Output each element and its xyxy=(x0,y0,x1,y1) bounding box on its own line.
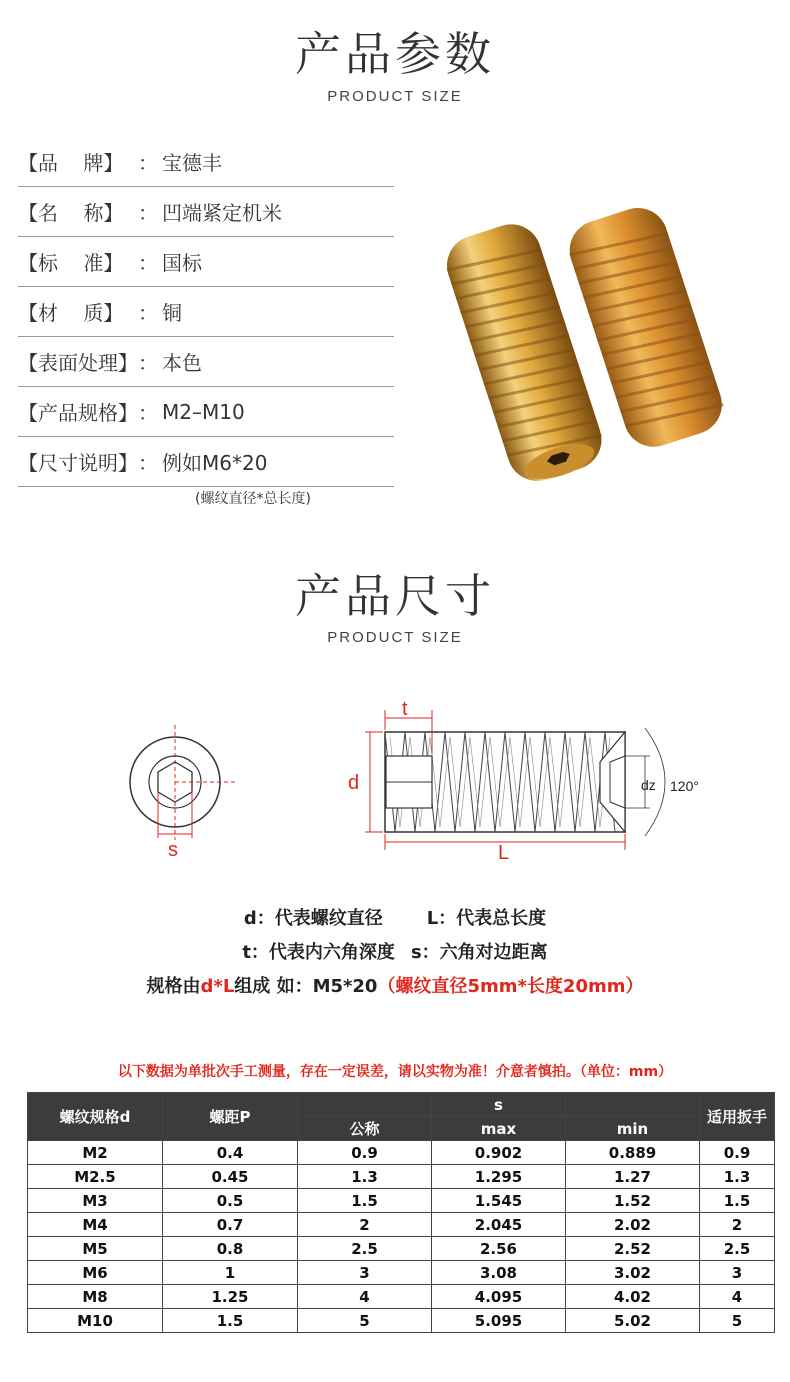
table-row xyxy=(28,1261,775,1285)
table-cell: 5.095 xyxy=(432,1309,566,1333)
param-key: 【标 准】 xyxy=(18,251,124,275)
table-cell: 2 xyxy=(700,1213,775,1237)
end-view xyxy=(130,725,235,861)
table-cell: 3 xyxy=(700,1261,775,1285)
param-separator: ： xyxy=(138,301,158,325)
table-cell: 4.095 xyxy=(432,1285,566,1309)
legend-L: L：代表总长度 xyxy=(426,908,547,929)
legend-spec-formula: d*L xyxy=(200,976,235,997)
table-cell: 1.545 xyxy=(432,1189,566,1213)
legend-d: d：代表螺纹直径 xyxy=(243,908,383,929)
param-separator: ： xyxy=(138,351,158,375)
th-nominal: 公称 xyxy=(298,1117,432,1141)
label-t: t xyxy=(402,698,408,720)
table-row xyxy=(28,1141,775,1165)
legend-t: t：代表内六角深度 xyxy=(242,942,395,963)
param-row xyxy=(18,137,394,187)
section-subtitle-size: PRODUCT SIZE xyxy=(327,629,463,646)
table-cell: 0.45 xyxy=(163,1165,298,1189)
table-cell: 1.5 xyxy=(298,1189,432,1213)
table-cell: 1.5 xyxy=(163,1309,298,1333)
table-row xyxy=(28,1309,775,1333)
table-cell: M5 xyxy=(28,1237,163,1261)
param-value: 宝德丰 xyxy=(162,151,222,175)
table-cell: 3.08 xyxy=(432,1261,566,1285)
param-row xyxy=(18,187,394,237)
table-cell: 2.5 xyxy=(298,1237,432,1261)
table-cell: 4 xyxy=(700,1285,775,1309)
legend-spec-explain: （螺纹直径5mm*长度20mm） xyxy=(377,976,644,997)
table-cell: 2.5 xyxy=(700,1237,775,1261)
table-cell: M8 xyxy=(28,1285,163,1309)
table-cell: 4 xyxy=(298,1285,432,1309)
th-blank-2 xyxy=(566,1093,700,1117)
table-cell: 1.52 xyxy=(566,1189,700,1213)
th-pitch: 螺距P xyxy=(163,1093,298,1141)
table-cell: M6 xyxy=(28,1261,163,1285)
table-cell: 2.56 xyxy=(432,1237,566,1261)
table-cell: 1.5 xyxy=(700,1189,775,1213)
param-row xyxy=(18,337,394,387)
table-cell: 2.52 xyxy=(566,1237,700,1261)
table-cell: M2.5 xyxy=(28,1165,163,1189)
table-cell: 1.3 xyxy=(700,1165,775,1189)
label-dz: dz xyxy=(641,777,656,793)
spec-table-body xyxy=(28,1141,775,1333)
table-cell: 4.02 xyxy=(566,1285,700,1309)
param-note: (螺纹直径*总长度) xyxy=(195,491,311,507)
table-row xyxy=(28,1237,775,1261)
th-wrench: 适用扳手 xyxy=(700,1093,775,1141)
measurement-notice: 以下数据为单批次手工测量，存在一定误差，请以实物为准！介意者慎拍。（单位：mm） xyxy=(117,1064,673,1080)
table-cell: 1.3 xyxy=(298,1165,432,1189)
table-row xyxy=(28,1285,775,1309)
param-row xyxy=(18,437,394,487)
table-row xyxy=(28,1165,775,1189)
table-cell: M4 xyxy=(28,1213,163,1237)
table-cell: 1 xyxy=(163,1261,298,1285)
table-cell: 0.8 xyxy=(163,1237,298,1261)
table-cell: 0.889 xyxy=(566,1141,700,1165)
th-min: min xyxy=(566,1117,700,1141)
table-cell: 1.25 xyxy=(163,1285,298,1309)
param-value: 例如M6*20 xyxy=(162,451,268,475)
label-L: L xyxy=(498,842,510,864)
param-key: 【名 称】 xyxy=(18,201,124,225)
param-key: 【尺寸说明】 xyxy=(18,451,138,475)
table-row xyxy=(28,1189,775,1213)
table-cell: 0.4 xyxy=(163,1141,298,1165)
param-value: M2–M10 xyxy=(162,399,245,424)
table-cell: 0.5 xyxy=(163,1189,298,1213)
legend-line-2 xyxy=(0,938,790,964)
table-cell: 0.9 xyxy=(700,1141,775,1165)
param-key: 【表面处理】 xyxy=(18,351,138,375)
table-cell: 2 xyxy=(298,1213,432,1237)
label-d: d xyxy=(348,772,360,794)
param-separator: ： xyxy=(138,451,158,475)
table-cell: 3 xyxy=(298,1261,432,1285)
label-angle: 120° xyxy=(670,778,699,794)
param-key: 【产品规格】 xyxy=(18,401,138,425)
param-row xyxy=(18,287,394,337)
param-value: 铜 xyxy=(162,301,182,325)
table-cell: 0.9 xyxy=(298,1141,432,1165)
table-cell: 2.045 xyxy=(432,1213,566,1237)
legend-line-1 xyxy=(0,904,790,930)
spec-table xyxy=(27,1092,775,1333)
table-cell: M10 xyxy=(28,1309,163,1333)
table-cell: 0.7 xyxy=(163,1213,298,1237)
label-s: s xyxy=(168,839,178,861)
table-cell: 5 xyxy=(298,1309,432,1333)
table-cell: 2.02 xyxy=(566,1213,700,1237)
table-cell: 5.02 xyxy=(566,1309,700,1333)
legend-s: s：六角对边距离 xyxy=(410,942,548,963)
th-s: s xyxy=(432,1093,566,1117)
table-cell: M3 xyxy=(28,1189,163,1213)
param-value: 凹端紧定机米 xyxy=(162,201,282,225)
param-separator: ： xyxy=(138,401,158,425)
table-cell: 0.902 xyxy=(432,1141,566,1165)
section-title-size: 产品尺寸 xyxy=(295,569,495,623)
param-row xyxy=(18,387,394,437)
param-key: 【材 质】 xyxy=(18,301,124,325)
table-cell: 1.27 xyxy=(566,1165,700,1189)
product-photo xyxy=(440,195,740,505)
param-separator: ： xyxy=(138,151,158,175)
param-value: 本色 xyxy=(162,351,202,375)
table-cell: 1.295 xyxy=(432,1165,566,1189)
table-cell: 3.02 xyxy=(566,1261,700,1285)
table-cell: M2 xyxy=(28,1141,163,1165)
th-blank-1 xyxy=(298,1093,432,1117)
technical-drawing xyxy=(110,690,730,870)
section-subtitle-params: PRODUCT SIZE xyxy=(327,88,463,105)
th-max: max xyxy=(432,1117,566,1141)
legend-spec-prefix: 规格由 xyxy=(146,976,201,997)
table-cell: 5 xyxy=(700,1309,775,1333)
legend-spec-example: 组成 如：M5*20 xyxy=(234,976,378,997)
side-view xyxy=(348,698,699,864)
legend-line-3 xyxy=(0,972,790,998)
table-row xyxy=(28,1213,775,1237)
param-separator: ： xyxy=(138,201,158,225)
param-separator: ： xyxy=(138,251,158,275)
param-row xyxy=(18,237,394,287)
section-title-params: 产品参数 xyxy=(295,27,495,81)
th-spec: 螺纹规格d xyxy=(28,1093,163,1141)
param-value: 国标 xyxy=(162,251,202,275)
param-key: 【品 牌】 xyxy=(18,151,124,175)
